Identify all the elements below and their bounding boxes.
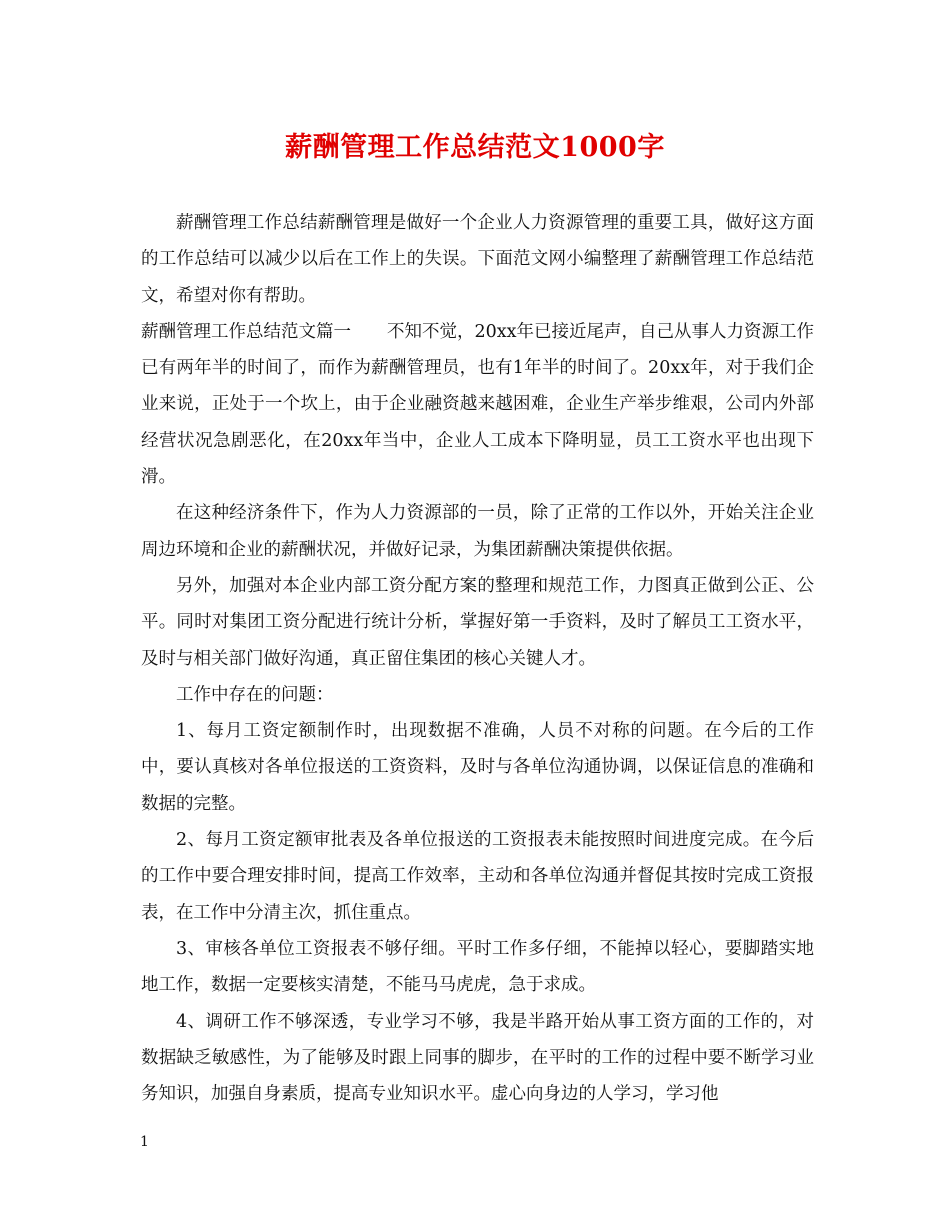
page-number: 1 <box>140 1134 149 1150</box>
issue-item: 2、每月工资定额审批表及各单位报送的工资报表未能按照时间进度完成。在今后的工作中要合理安排时间，提高工作效率，主动和各单位沟通并督促其按时完成工资报表，在工作中分清主次，抓住重点。 <box>141 830 814 923</box>
document-title: 薪酬管理工作总结范文1000字 <box>285 132 665 163</box>
issue-item: 1、每月工资定额制作时，出现数据不准确，人员不对称的问题。在今后的工作中，要认真核对各单位报送的工资资料，及时与各单位沟通协调，以保证信息的准确和数据的完整。 <box>141 721 814 814</box>
issue-item: 4、调研工作不够深透，专业学习不够，我是半路开始从事工资方面的工作的，对数据缺乏敏感性，为了能够及时跟上同事的脚步，在平时的工作的过程中要不断学习业务知识，加强自身素质，提高专业知识水平。虚心向身边的人学习，学习他 <box>141 1011 814 1105</box>
section-paragraph <box>141 314 814 495</box>
intro-paragraph: 薪酬管理工作总结薪酬管理是做好一个企业人力资源管理的重要工具，做好这方面的工作总结可以减少以后在工作上的失误。下面范文网小编整理了薪酬管理工作总结范文，希望对你有帮助。 <box>141 213 814 306</box>
body-paragraph: 另外，加强对本企业内部工资分配方案的整理和规范工作，力图真正做到公正、公平。同时对集团工资分配进行统计分析，掌握好第一手资料，及时了解员工工资水平，及时与相关部门做好沟通，真正留住集团的核心关键人才。 <box>141 575 814 669</box>
issues-heading: 工作中存在的问题： <box>176 684 334 705</box>
section-first-paragraph-text: 不知不觉，20xx年已接近尾声，自己从事人力资源工作已有两年半的时间了，而作为薪酬管理员，也有1年半的时间了。20xx年，对于我们企业来说，正处于一个坎上，由于企业融资越来越困难，企业生产举步维艰，公司内外部经营状况急剧恶化，在20xx年当中，企业人工成本下降明显，员工工资水平也出现下滑。 <box>141 321 815 488</box>
section-heading: 薪酬管理工作总结范文篇一 <box>141 321 351 342</box>
body-paragraph: 在这种经济条件下，作为人力资源部的一员，除了正常的工作以外，开始关注企业周边环境和企业的薪酬状况，并做好记录，为集团薪酬决策提供依据。 <box>141 503 814 560</box>
document-body <box>141 205 814 1112</box>
issue-item: 3、审核各单位工资报表不够仔细。平时工作多仔细，不能掉以轻心，要脚踏实地地工作，数据一定要核实清楚，不能马马虎虎，急于求成。 <box>141 938 814 996</box>
